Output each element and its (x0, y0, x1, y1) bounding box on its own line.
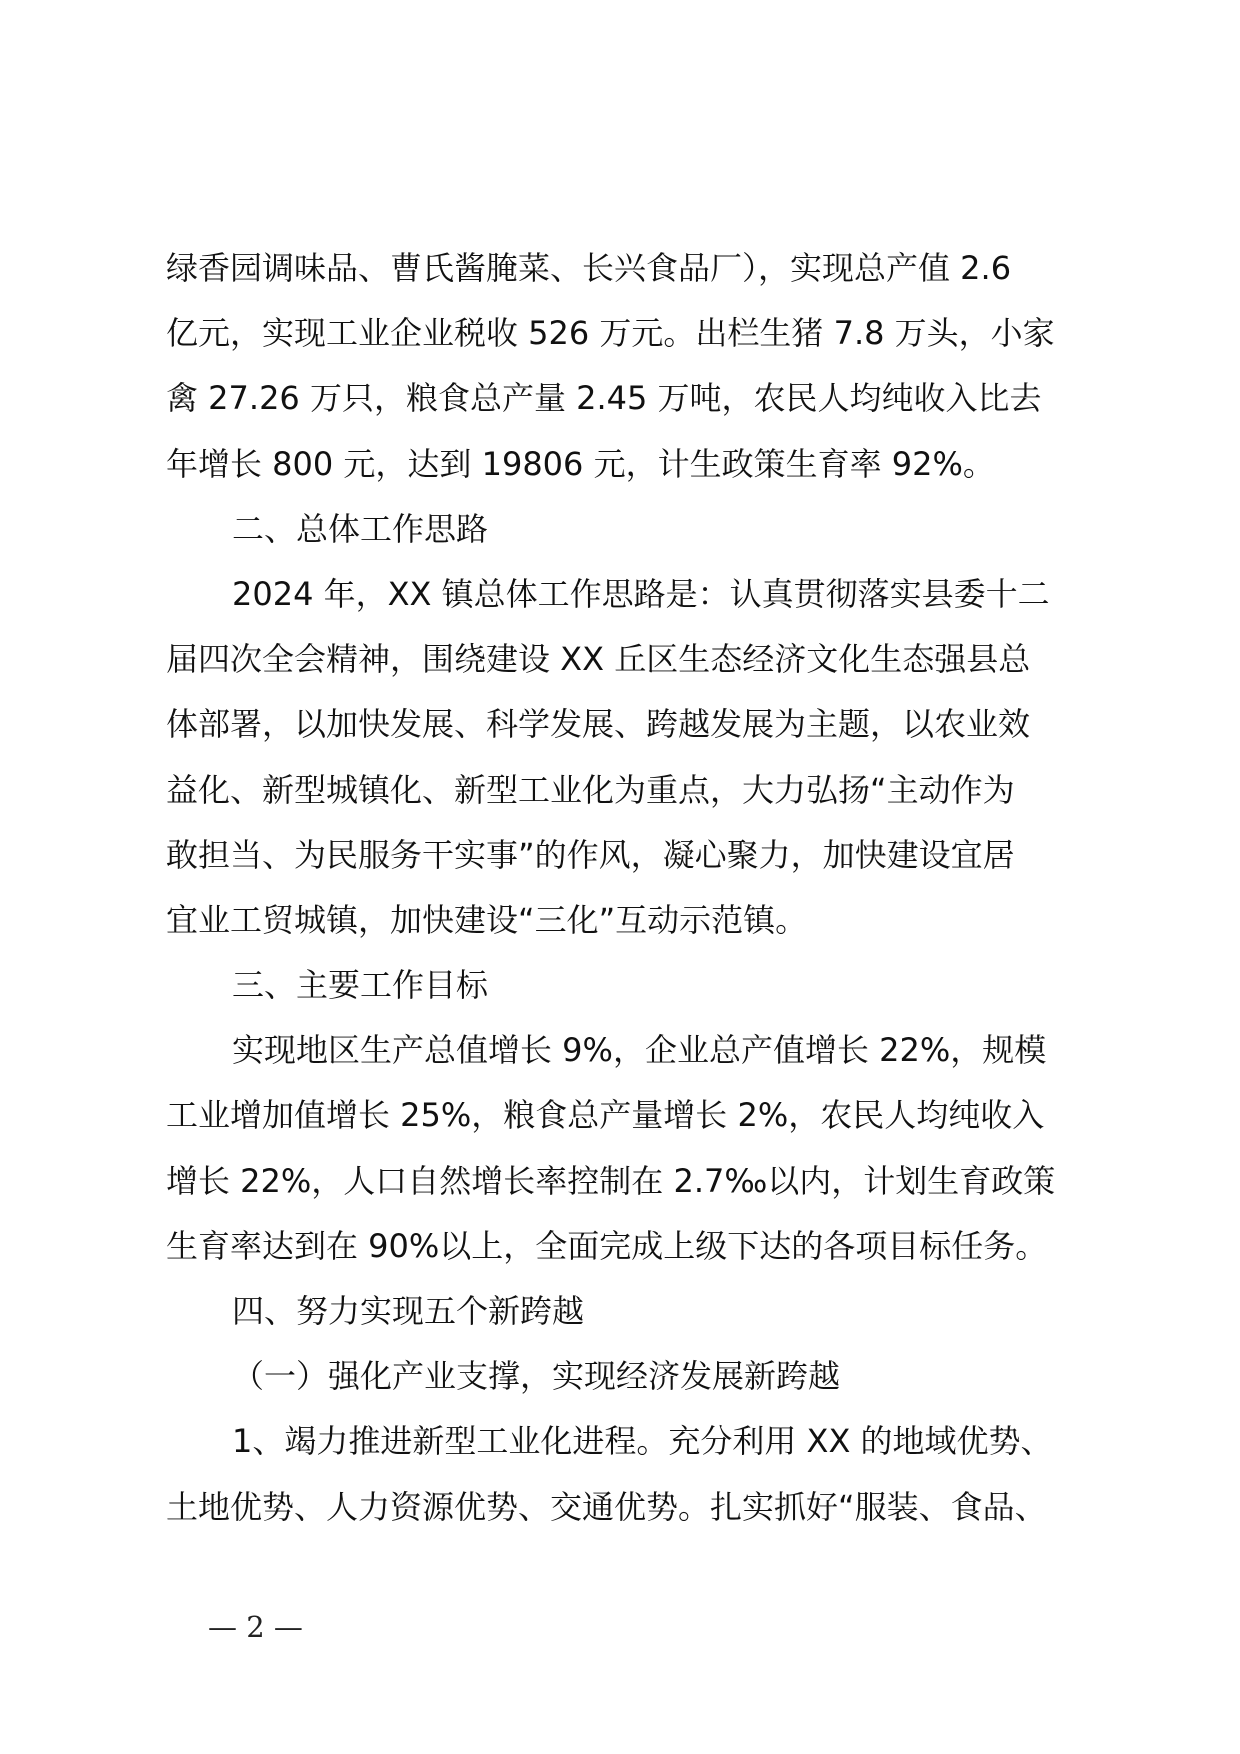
section-heading: 二、总体工作思路 (232, 509, 489, 548)
section-heading: 三、主要工作目标 (232, 966, 489, 1005)
section-heading: 四、努力实现五个新跨越 (232, 1292, 585, 1330)
text-line: 敢担当、为民服务干实事”的作风，凝心聚力，加快建设宜居 (166, 835, 1015, 874)
text-line: 宜业工贸城镇，加快建设“三化”互动示范镇。 (166, 900, 808, 939)
page-number: — 2 — (208, 1610, 303, 1644)
text-line: 年增长 800 元，达到 19806 元，计生政策生育率 92%。 (166, 444, 995, 483)
text-line: 土地优势、人力资源优势、交通优势。扎实抓好“服装、食品、 (166, 1487, 1047, 1526)
text-line: 生育率达到在 90%以上，全面完成上级下达的各项目标任务。 (166, 1226, 1048, 1265)
text-line: 亿元，实现工业企业税收 526 万元。出栏生猪 7.8 万头，小家 (166, 314, 1055, 353)
text-line: 2024 年，XX 镇总体工作思路是：认真贯彻落实县委十二 (232, 574, 1050, 613)
body-text (166, 236, 1106, 1540)
text-line: 届四次全会精神，围绕建设 XX 丘区生态经济文化生态强县总 (166, 640, 1031, 679)
text-line: 实现地区生产总值增长 9%，企业总产值增长 22%，规模 (232, 1031, 1047, 1070)
text-line: 增长 22%，人口自然增长率控制在 2.7‰以内，计划生育政策 (166, 1161, 1056, 1200)
text-line: 绿香园调味品、曹氏酱腌菜、长兴食品厂），实现总产值 2.6 (166, 249, 1012, 287)
text-line: 体部署，以加快发展、科学发展、跨越发展为主题，以农业效 (166, 705, 1031, 744)
text-line: 益化、新型城镇化、新型工业化为重点，大力弘扬“主动作为 (166, 770, 1015, 809)
text-line: 1、竭力推进新型工业化进程。充分利用 XX 的地域优势、 (232, 1422, 1053, 1461)
text-line: 工业增加值增长 25%，粮食总产量增长 2%，农民人均纯收入 (166, 1096, 1045, 1135)
subsection-heading: （一）强化产业支撑，实现经济发展新跨越 (232, 1357, 841, 1396)
text-line: 禽 27.26 万只，粮食总产量 2.45 万吨，农民人均纯收入比去 (166, 379, 1042, 418)
